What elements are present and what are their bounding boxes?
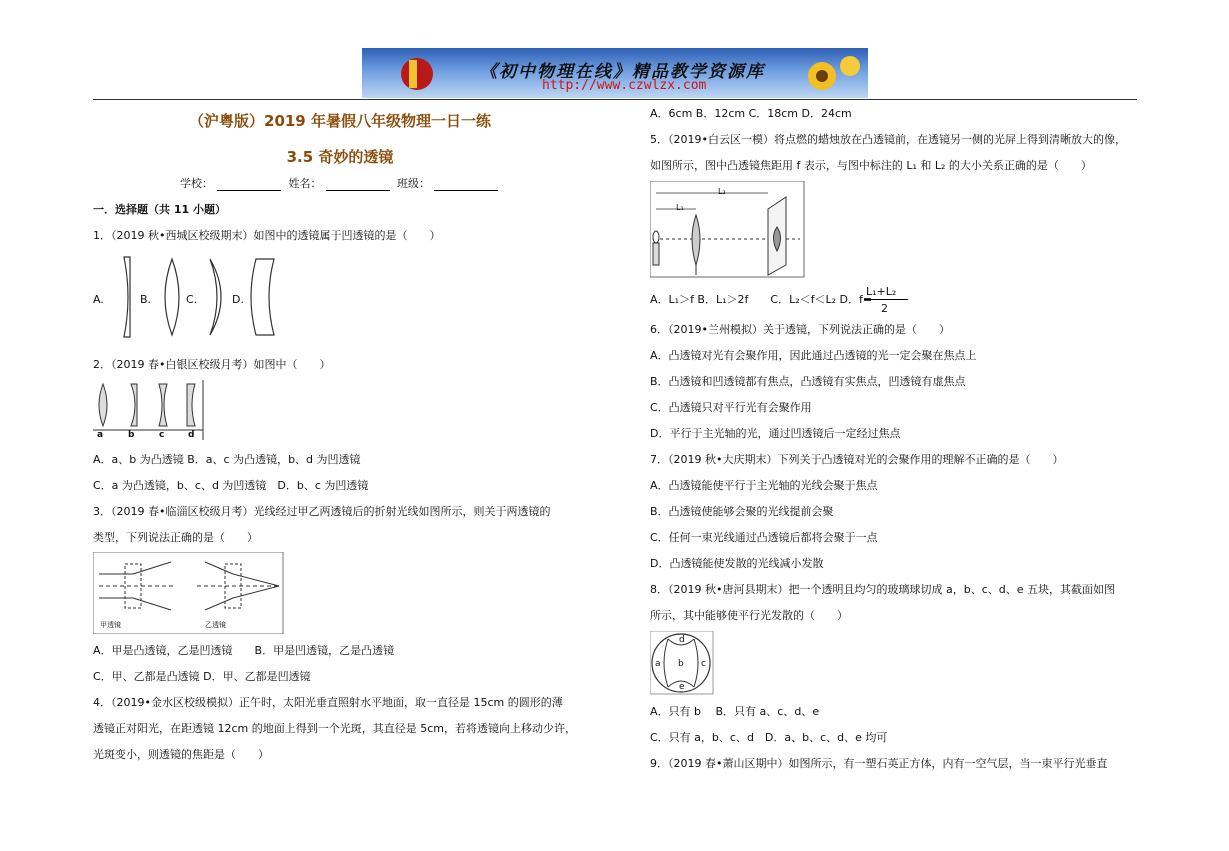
name-field[interactable]: [326, 178, 390, 191]
school-label: 学校：: [180, 177, 213, 190]
q1-option-b: B.: [140, 293, 152, 306]
page-subtitle: 3.5 奇妙的透镜: [286, 148, 394, 166]
question-3-line2: 类型，下列说法正确的是（ ）: [93, 531, 258, 544]
question-1: 1．（2019 秋•西城区校级期末）如图中的透镜属于凹透镜的是（ ）: [93, 229, 441, 242]
q5-fraction-numerator: L₁+L₂: [866, 285, 897, 298]
q3-option-ab: A．甲是凸透镜，乙是凹透镜 B．甲是凹透镜，乙是凸透镜: [93, 644, 395, 657]
q3-frame: [93, 552, 283, 634]
q2-label-d: d: [188, 430, 195, 440]
q5-options: A．L₁＞f B．L₁＞2f C．L₂＜f＜L₂ D．f=: [650, 293, 873, 306]
q5-fraction-bar: [864, 299, 908, 300]
q3-caption-jia: 甲透镜: [100, 621, 121, 629]
q8-label-b: b: [678, 659, 684, 669]
q1-option-a: A.: [93, 293, 104, 306]
logo-mark: [409, 60, 417, 88]
class-label: 班级：: [397, 177, 430, 190]
q2-lens-d: [187, 384, 195, 426]
q5-fraction-denominator: 2: [881, 302, 888, 315]
question-8-line2: 所示，其中能够使平行光发散的（ ）: [650, 609, 848, 622]
q6-option-a: A．凸透镜对光有会聚作用，因此通过凸透镜的光一定会聚在焦点上: [650, 349, 977, 362]
question-4-line2: 透镜正对阳光，在距透镜 12cm 的地面上得到一个光斑，其直径是 5cm，若将透镜向上移动少许，: [93, 722, 577, 735]
q2-lens-b: [131, 384, 137, 426]
q6-option-c: C．凸透镜只对平行光有会聚作用: [650, 401, 812, 414]
q1-option-c: C.: [186, 293, 198, 306]
sunflower-center: [816, 70, 828, 82]
q7-option-b: B．凸透镜使能够会聚的光线提前会聚: [650, 505, 834, 518]
q6-option-b: B．凸透镜和凹透镜都有焦点，凸透镜有实焦点，凹透镜有虚焦点: [650, 375, 966, 388]
q8-option-ab: A．只有 b B．只有 a、c、d、e: [650, 705, 820, 718]
q5-candle-figure: [650, 181, 806, 278]
q5-label-l1: L₁: [676, 203, 684, 212]
question-3-line1: 3．（2019 春•临淄区校级月考）光线经过甲乙两透镜后的折射光线如图所示，则关于两透镜的: [93, 505, 551, 518]
q4-options: A．6cm B．12cm C．18cm D．24cm: [650, 107, 852, 120]
section-heading: 一．选择题（共 11 小题）: [93, 203, 226, 216]
question-8-line1: 8．（2019 秋•唐河县期末）把一个透明且均匀的玻璃球切成 a，b、c、d、e 五块，其截面如图: [650, 583, 1115, 596]
q3-option-cd: C．甲、乙都是凸透镜 D．甲、乙都是凹透镜: [93, 670, 311, 683]
q2-lens-c: [159, 384, 167, 426]
q8-label-d: d: [679, 635, 685, 645]
q8-label-e: e: [679, 682, 685, 692]
question-7: 7．（2019 秋•大庆期末）下列关于凸透镜对光的会聚作用的理解不正确的是（ ）: [650, 453, 1064, 466]
q7-option-d: D．凸透镜能使发散的光线减小发散: [650, 557, 824, 570]
q3-caption-yi: 乙透镜: [205, 621, 226, 629]
q6-option-d: D．平行于主光轴的光，通过凹透镜后一定经过焦点: [650, 427, 901, 440]
q2-label-a: a: [97, 430, 104, 440]
question-9: 9．（2019 春•萧山区期中）如图所示，有一塑石英正方体，内有一空气层，当一束平行光垂直: [650, 757, 1108, 770]
lens-c-shape: [210, 259, 221, 335]
q5-label-l2: L₂: [718, 187, 726, 196]
q8-label-c: c: [701, 659, 706, 669]
q2-label-c: c: [159, 430, 165, 440]
q2-lens-a: [99, 384, 107, 426]
question-4-line1: 4．（2019•金水区校级模拟）正午时，太阳光垂直照射水平地面，取一直径是 15cm 的圆形的薄: [93, 696, 563, 709]
q1-lens-figure: [106, 255, 286, 340]
header-rule: [93, 99, 1137, 100]
page-title: （沪粤版）2019 年暑假八年级物理一日一练: [189, 112, 491, 130]
school-field[interactable]: [217, 178, 281, 191]
q2-label-b: b: [128, 430, 135, 440]
q8-label-a: a: [655, 659, 661, 669]
question-6: 6．（2019•兰州模拟）关于透镜，下列说法正确的是（ ）: [650, 323, 950, 336]
q8-option-cd: C．只有 a，b、c、d D．a、b、c、d、e 均可: [650, 731, 888, 744]
class-field[interactable]: [434, 178, 498, 191]
lens-a-shape: [124, 257, 130, 337]
q2-option-ab: A．a、b 为凸透镜 B．a、c 为凸透镜，b、d 为凹透镜: [93, 453, 361, 466]
question-4-line3: 光斑变小，则透镜的焦距是（ ）: [93, 748, 269, 761]
lens-b-shape: [165, 259, 179, 335]
q7-option-c: C．任何一束光线通过凸透镜后都将会聚于一点: [650, 531, 878, 544]
q2-option-cd: C．a 为凸透镜，b、c、d 为凹透镜 D．b、c 为凹透镜: [93, 479, 369, 492]
lens-d-shape: [251, 259, 274, 335]
name-label: 姓名：: [288, 177, 322, 190]
student-info-line: [180, 176, 502, 191]
site-banner: [362, 48, 868, 98]
banner-url[interactable]: http://www.czwlzx.com: [542, 78, 707, 93]
question-2: 2．（2019 春•白银区校级月考）如图中（ ）: [93, 358, 331, 371]
q5-candle: [653, 243, 659, 265]
question-5-line1: 5．（2019•白云区一模）将点燃的蜡烛放在凸透镜前，在透镜另一侧的光屏上得到清晰放大的像，: [650, 133, 1126, 146]
banner-title: 《初中物理在线》精品教学资源库: [480, 62, 765, 82]
q7-option-a: A．凸透镜能使平行于主光轴的光线会聚于焦点: [650, 479, 878, 492]
question-5-line2: 如图所示，图中凸透镜焦距用 f 表示，与图中标注的 L₁ 和 L₂ 的大小关系正确的是（ ）: [650, 159, 1092, 172]
q3-ray-figure: [93, 552, 285, 634]
q1-option-d: D.: [232, 293, 244, 306]
q5-flame: [653, 231, 659, 243]
sunflower-icon-2: [840, 56, 860, 76]
